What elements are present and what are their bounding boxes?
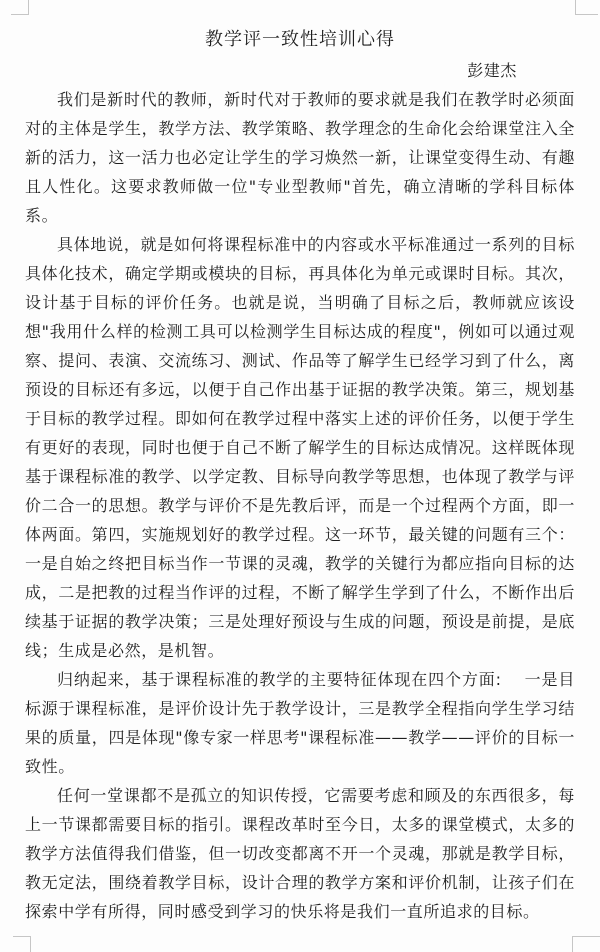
margin-crop-mark-top-right	[575, 0, 598, 15]
author-name: 彭建杰	[467, 61, 517, 80]
document-content	[25, 24, 575, 926]
document-title: 教学评一致性培训心得	[205, 29, 395, 50]
paragraph-conclusion: 任何一堂课都不是孤立的知识传授，它需要考虑和顾及的东西很多，每上一节课都需要目标的指引。课程改革时至今日，太多的课堂模式，太多的教学方法值得我们借鉴，但一切改变都离不开一个灵魂，那就是教学目标，教无定法，围绕着教学目标，设计合理的教学方案和评价机制，让孩子们在探索中学有所得，同时感受到学习的快乐将是我们一直所追求的目标。	[25, 786, 575, 921]
margin-crop-mark-top-left	[11, 0, 29, 15]
paragraph-specifics: 具体地说，就是如何将课程标准中的内容或水平标准通过一系列的目标具体化技术，确定学期或模块的目标，再具体化为单元或课时目标。其次，设计基于目标的评价任务。也就是说，当明确了目标之后，教师就应该设想"我用什么样的检测工具可以检测学生目标达成的程度"，例如可以通过观察、提问、表演、交流练习、测试、作品等了解学生已经学习到了什么，离预设的目标还有多远，以便于自己作出基于证据的教学决策。第三，规划基于目标的教学过程。即如何在教学过程中落实上述的评价任务，以便于学生有更好的表现，同时也便于自己不断了解学生的目标达成情况。这样既体现基于课程标准的教学、以学定教、目标导向教学等思想，也体现了教学与评价二合一的思想。教学与评价不是先教后评，而是一个过程两个方面，即一体两面。第四，实施规划好的教学过程。这一环节，最关键的问题有三个：一是自始之终把目标当作一节课的灵魂，教学的关键行为都应指向目标的达成，二是把教的过程当作评的过程，不断了解学生学到了什么，不断作出后续基于证据的教学决策；三是处理好预设与生成的问题，预设是前提，是底线；生成是必然，是机智。	[25, 235, 575, 660]
margin-crop-mark-bottom-right	[572, 936, 600, 952]
paragraph-summary: 归纳起来，基于课程标准的教学的主要特征体现在四个方面: 一是目标源于课程标准，是评价设计先于教学设计，三是教学全程指向学生学习结果的质量，四是体现"像专家一样思考"课程标准——教学——评价的目标一致性。	[25, 670, 575, 776]
paragraph-intro: 我们是新时代的教师，新时代对于教师的要求就是我们在教学时必须面对的主体是学生，教学方法、教学策略、教学理念的生命化会给课堂注入全新的活力，这一活力也必定让学生的学习焕然一新，让课堂变得生动、有趣且人性化。这要求教师做一位"专业型教师"首先，确立清晰的学科目标体系。	[25, 90, 575, 225]
margin-crop-mark-bottom-left	[13, 936, 31, 952]
